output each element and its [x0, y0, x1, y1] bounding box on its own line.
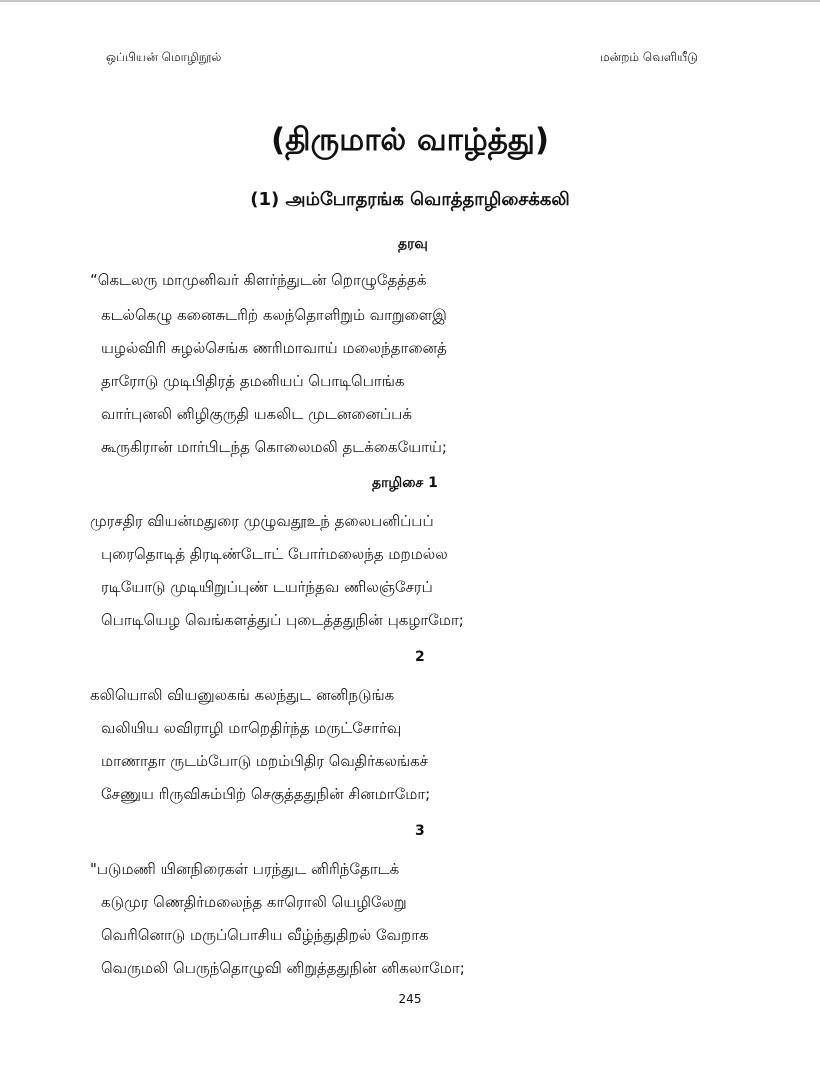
page-title: (திருமால் வாழ்த்து): [270, 122, 550, 158]
verse-line: சேணுய ரிருவிசும்பிற் செகுத்ததுநின் சினமாமோ;: [101, 785, 431, 803]
verse-line: பொடியெழ வெங்களத்துப் புடைத்ததுநின் புகழாமோ;: [101, 611, 464, 629]
verse-line: கடுமுர ணெதிர்மலைந்த காரொலி யெழிலேறு: [101, 893, 407, 911]
verse-line: "படுமணி யினநிரைகள் பரந்துட னிரிந்தோடக்: [90, 860, 400, 878]
verse-line: புரைதொடித் திரடிண்டோட் போர்மலைந்த மறமல்ல: [101, 545, 448, 563]
verse-line: மாணாதா ருடம்போடு மறம்பிதிர வெதிர்கலங்கச்: [101, 752, 429, 770]
verse-line: கலியொலி வியனுலகங் கலந்துட னனிநடுங்க: [90, 686, 395, 704]
verse-line: முரசதிர வியன்மதுரை முழுவதூஉந் தலைபனிப்பப்: [90, 512, 434, 530]
verse-line: கூருகிரான் மார்பிடந்த கொலைமலி தடக்கையோய்;: [101, 438, 447, 456]
stanza-heading-thazhisai-1: தாழிசை 1: [372, 475, 438, 491]
verse-line: ரடியோடு முடியிறுப்புண் டயர்ந்தவ ணிலஞ்சேரப்: [101, 578, 433, 596]
page-number: 245: [398, 992, 422, 1006]
running-header-left: ஒப்பியன் மொழிநூல்: [106, 50, 222, 64]
running-header-right: மன்றம் வெளியீடு: [599, 50, 698, 64]
verse-line: வார்புனலி னிழிகுருதி யகலிட முடனனைப்பக்: [101, 405, 412, 423]
section-subtitle: (1) அம்போதரங்க வொத்தாழிசைக்கலி: [250, 189, 570, 210]
verse-line: வெரினொடு மருப்பொசிய வீழ்ந்துதிறல் வேறாக: [101, 926, 429, 944]
stanza-heading-2: 2: [415, 649, 425, 665]
page-top-border: [0, 0, 820, 2]
verse-line: யழல்விரி சுழல்செங்க ணரிமாவாய் மலைந்தானைத்: [101, 339, 447, 357]
verse-line: வெருமலி பெருந்தொழுவி னிறுத்ததுநின் னிகலாமோ;: [101, 959, 465, 977]
stanza-heading-taravu: தரவு: [398, 236, 428, 252]
verse-line: வலியிய லவிராழி மாறெதிர்ந்த மருட்சோர்வு: [101, 719, 402, 737]
verse-line: “கெடலரு மாமுனிவர் கிளர்ந்துடன் றொழுதேத்தக்: [90, 271, 427, 289]
stanza-heading-3: 3: [415, 823, 425, 839]
verse-line: கடல்கெழு கனைசுடரிற் கலந்தொளிறும் வாறுளைஇ: [101, 306, 447, 324]
verse-line: தாரோடு முடிபிதிரத் தமனியப் பொடிபொங்க: [101, 372, 405, 390]
